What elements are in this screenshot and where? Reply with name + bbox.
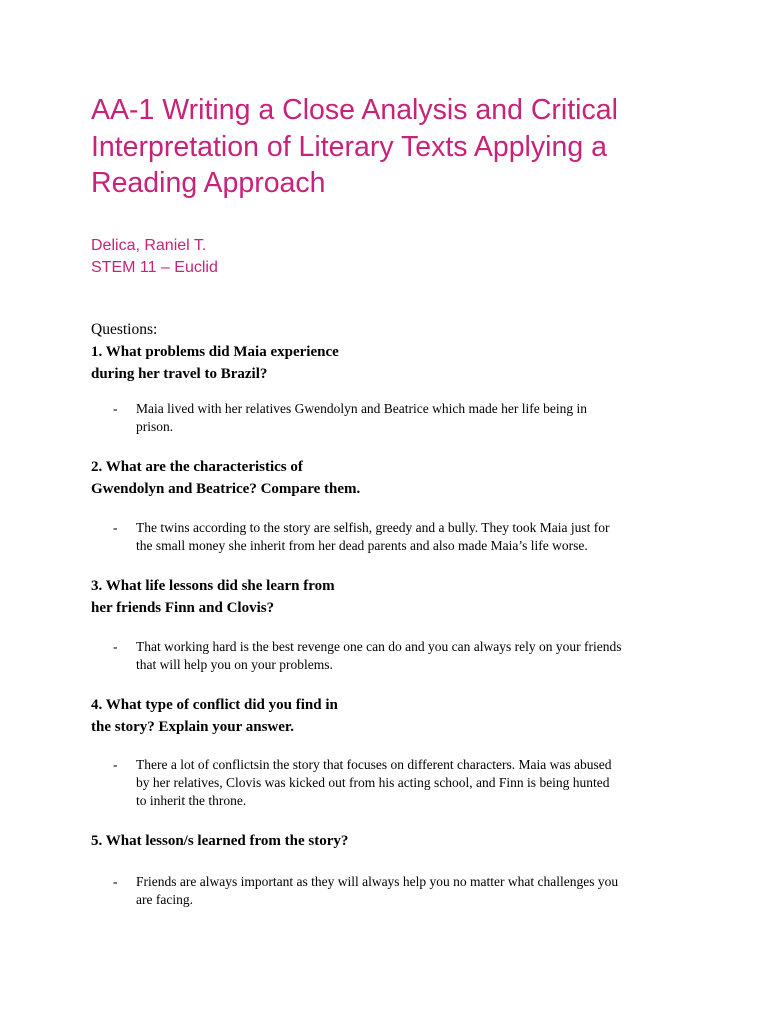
bullet-dash: - — [113, 639, 118, 654]
answer-line: Maia lived with her relatives Gwendolyn and Beatrice which made her life being in — [136, 401, 587, 416]
question-3 — [91, 575, 335, 619]
question-4 — [91, 694, 338, 738]
title-line: Reading Approach — [91, 167, 326, 199]
question-line: her friends Finn and Clovis? — [91, 600, 275, 616]
question-line: 2. What are the characteristics of — [91, 459, 303, 475]
title-line: AA-1 Writing a Close Analysis and Critical — [91, 94, 618, 126]
question-1 — [91, 341, 339, 385]
question-line: 1. What problems did Maia experience — [91, 344, 339, 360]
question-line: 3. What life lessons did she learn from — [91, 578, 335, 594]
answer-line: the small money she inherit from her dead parents and also made Maia’s life worse. — [136, 538, 588, 553]
answer-line: by her relatives, Clovis was kicked out from his acting school, and Finn is being hunted — [136, 775, 610, 790]
answer-line: to inherit the throne. — [136, 793, 247, 808]
answer-text — [136, 638, 686, 674]
answer-line: are facing. — [136, 892, 193, 907]
author-name: Delica, Raniel T. — [91, 237, 207, 254]
class-section: STEM 11 – Euclid — [91, 259, 218, 276]
question-line: during her travel to Brazil? — [91, 366, 268, 382]
question-line: the story? Explain your answer. — [91, 719, 294, 735]
question-line: 5. What lesson/s learned from the story? — [91, 833, 349, 849]
answer-text — [136, 756, 686, 810]
bullet-dash: - — [113, 520, 118, 535]
title-line: Interpretation of Literary Texts Applying a — [91, 130, 607, 163]
answer-text — [136, 873, 686, 909]
questions-heading: Questions: — [91, 321, 158, 338]
answer-text — [136, 400, 686, 436]
answer-line: The twins according to the story are selfish, greedy and a bully. They took Maia just for — [136, 520, 610, 535]
question-5 — [91, 830, 348, 852]
bullet-dash: - — [113, 401, 118, 416]
document-title — [91, 92, 711, 202]
answer-line: that will help you on your problems. — [136, 657, 333, 672]
answer-line: Friends are always important as they will always help you no matter what challenges you — [136, 874, 619, 889]
answer-line: prison. — [136, 419, 174, 434]
bullet-dash: - — [113, 757, 118, 772]
question-line: Gwendolyn and Beatrice? Compare them. — [91, 481, 361, 497]
answer-text — [136, 519, 686, 555]
question-line: 4. What type of conflict did you find in — [91, 697, 338, 713]
bullet-dash: - — [113, 874, 118, 889]
question-2 — [91, 456, 360, 500]
answer-line: That working hard is the best revenge one can do and you can always rely on your friends — [136, 639, 622, 654]
answer-line: There a lot of conflictsin the story that focuses on different characters. Maia was abused — [136, 757, 612, 772]
